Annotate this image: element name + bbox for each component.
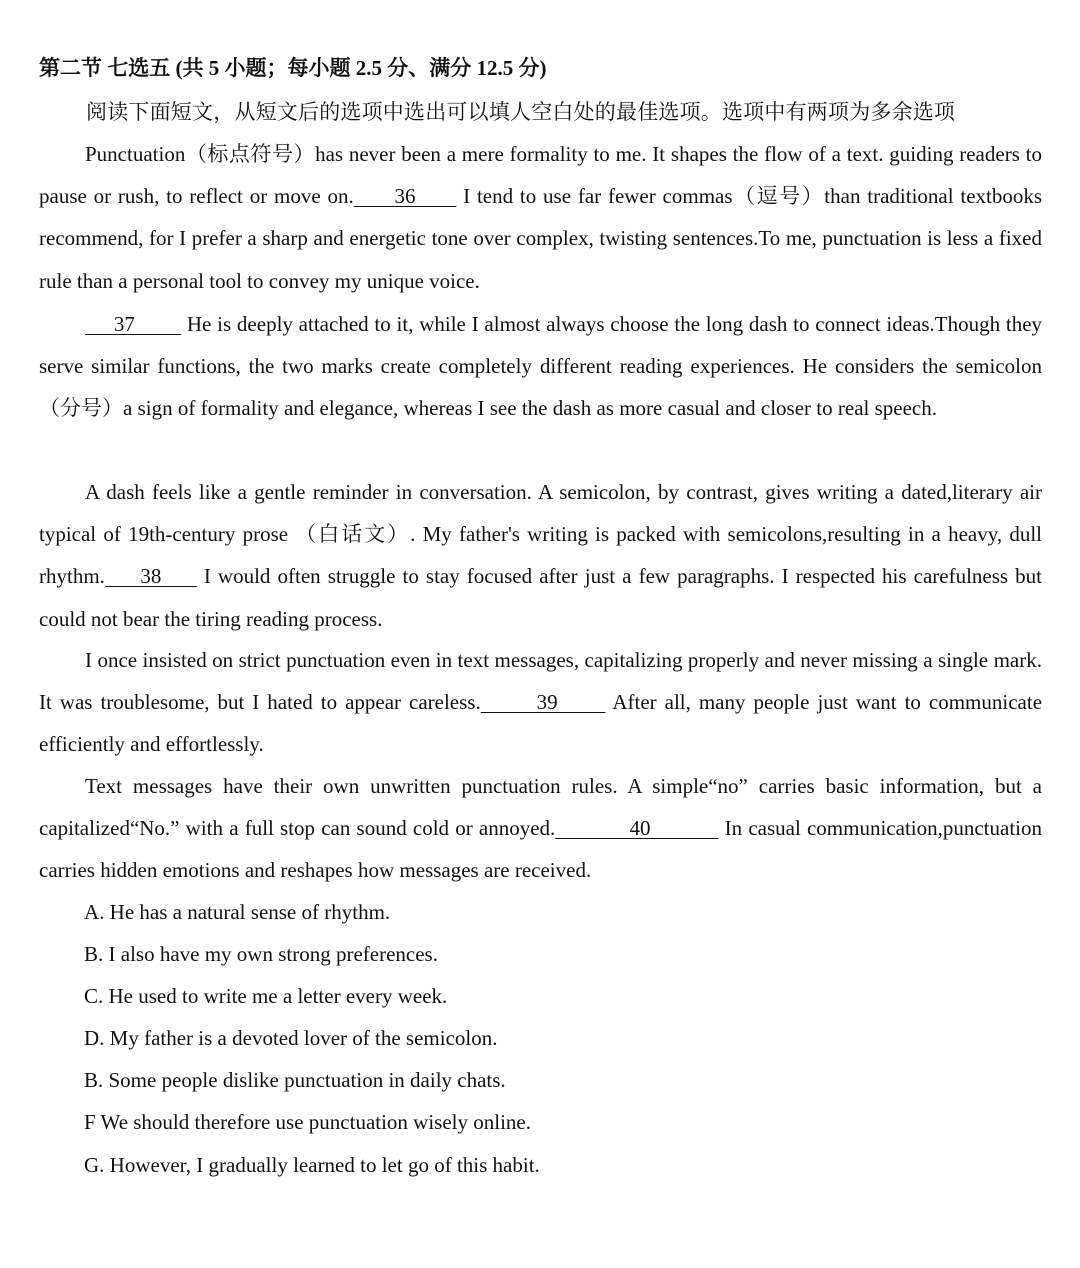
passage-paragraph-4 (39, 639, 1042, 766)
blank-number: 37 (113, 312, 135, 336)
paragraph-text: In casual communication,punctuation carries hidden emotions and reshapes how messages are received. (39, 816, 1043, 883)
section-heading: 第二节 七选五 (共 5 小题；每小题 2.5 分、满分 12.5 分) (39, 56, 547, 80)
paragraph-text: I once insisted on strict punctuation even in text messages, capitalizing properly and never missing a single mark. It was troublesome, but I hated to appear careless. (39, 648, 1042, 715)
option-a[interactable]: A. He has a natural sense of rhythm. (84, 900, 391, 924)
blank-number: 38 (140, 564, 162, 589)
passage-paragraph-5 (39, 765, 1042, 892)
option-b[interactable]: B. I also have my own strong preferences. (84, 942, 438, 967)
answer-blank-37[interactable] (85, 312, 181, 336)
blank-number: 40 (629, 816, 651, 841)
option-f[interactable]: F We should therefore use punctuation wisely online. (84, 1110, 531, 1135)
option-c[interactable]: C. He used to write me a letter every week. (84, 984, 448, 1009)
paragraph-text: I would often struggle to stay focused after just a few paragraphs. I respected his carefulness but could not bear the tiring reading process. (39, 564, 1042, 631)
paragraph-text: He is deeply attached to it, while I almost always choose the long dash to connect ideas.Though they serve similar functions, the two marks create completely different reading experiences. He considers the semicolon（分号）a sign of formality and elegance, whereas I see the dash as more casual and closer to real speech. (39, 312, 1043, 421)
paragraph-text: I tend to use far fewer commas（逗号）than traditional textbooks recommend, for I prefer a sharp and energetic tone over complex, twisting sentences.To me, punctuation is less a fixed rule than a personal tool to convey my unique voice. (39, 184, 1043, 293)
options-list (84, 891, 540, 1186)
passage-paragraph-3 (39, 471, 1042, 640)
paragraph-text: Punctuation（标点符号）has never been a mere formality to me. It shapes the flow of a text. guiding readers to pause or rush, to reflect or move on. (39, 142, 1042, 209)
paragraph-text: After all, many people just want to communicate efficiently and effortlessly. (39, 690, 1043, 757)
option-e[interactable]: B. Some people dislike punctuation in daily chats. (84, 1068, 506, 1093)
instructions: 阅读下面短文，从短文后的选项中选出可以填人空白处的最佳选项。选项中有两项为多余选项 (86, 100, 956, 124)
answer-blank-40[interactable] (555, 816, 718, 840)
paragraph-text: Text messages have their own unwritten punctuation rules. A simple“no” carries basic information, but a capitalized“No.” with a full stop can sound cold or annoyed. (39, 774, 1042, 841)
passage-paragraph-2 (39, 303, 1042, 430)
answer-blank-38[interactable] (105, 564, 197, 588)
blank-number: 36 (394, 184, 416, 209)
answer-blank-36[interactable] (354, 184, 457, 208)
passage-paragraph-1 (39, 133, 1042, 302)
blank-number: 39 (536, 690, 558, 715)
answer-blank-39[interactable] (481, 690, 606, 714)
option-g[interactable]: G. However, I gradually learned to let go of this habit. (84, 1152, 540, 1177)
option-d[interactable]: D. My father is a devoted lover of the semicolon. (84, 1026, 498, 1051)
paragraph-text: A dash feels like a gentle reminder in conversation. A semicolon, by contrast, gives writing a dated,literary air typical of 19th-century prose （白话文）. My father's writing is packed with semicolons,resulting in a heavy, dull rhythm. (39, 480, 1042, 589)
